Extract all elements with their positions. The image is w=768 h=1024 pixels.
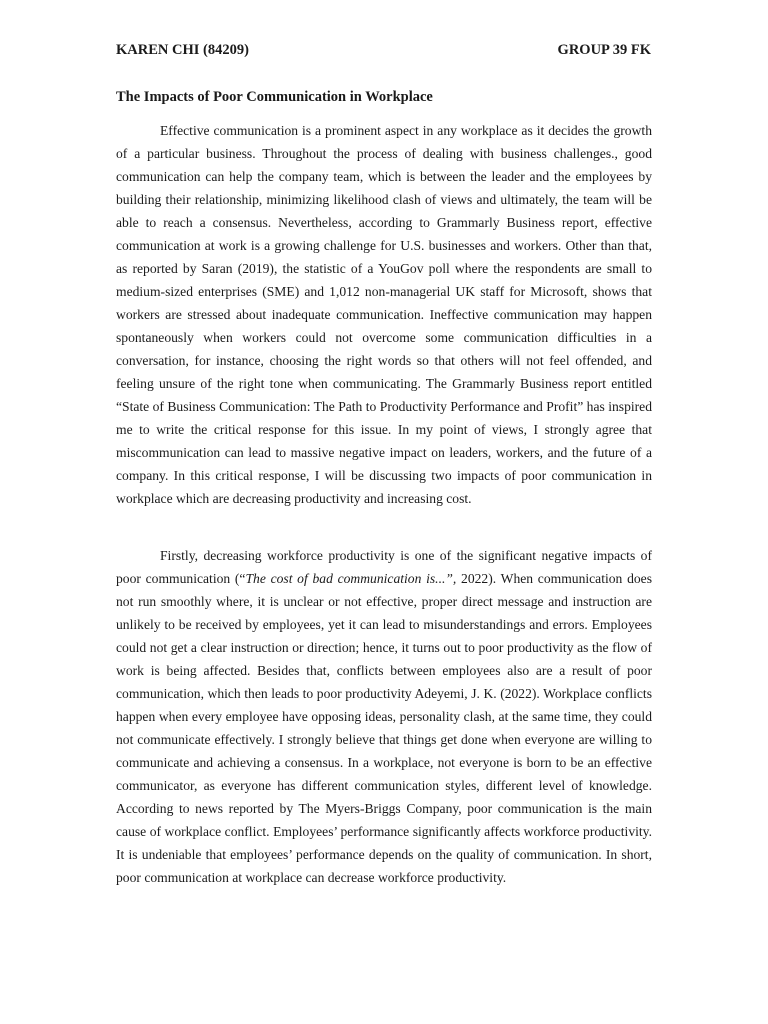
citation-italic: The cost of bad communication is...”,: [245, 571, 457, 586]
group-header: GROUP 39 FK: [557, 42, 651, 58]
paragraph-2: [116, 544, 652, 889]
paragraph-2-text-start: Firstly, decreasing workforce productivity is one of the significant negative impacts of poor communication (“: [116, 548, 652, 586]
author-header: KAREN CHI (84209): [116, 42, 249, 58]
paragraph-2-text-end: 2022). When communication does not run smoothly where, it is unclear or not effective, proper direct message and instruction are unlikely to be received by employees, yet it can lead to misunderstandings and errors. Employees could not get a clear instruction or direction; hence, it turns out to poor productivity as the flow of work is being affected. Besides that, conflicts between employees also are a result of poor communication, which then leads to poor productivity Adeyemi, J. K. (2022). Workplace conflicts happen when every employee have opposing ideas, personality clash, at the same time, they could not communicate effectively. I strongly believe that things get done when everyone are willing to communicate and achieving a consensus. In a workplace, not everyone is born to be an effective communicator, as everyone has different communication styles, different level of knowledge. According to news reported by The Myers-Briggs Company, poor communication is the main cause of workplace conflict. Employees’ performance significantly affects workforce productivity. It is undeniable that employees’ performance depends on the quality of communication. In short, poor communication at workplace can decrease workforce productivity.: [116, 571, 652, 885]
document-title: The Impacts of Poor Communication in Workplace: [116, 89, 433, 105]
paragraph-1-text: Effective communication is a prominent aspect in any workplace as it decides the growth of a particular business. Throughout the process of dealing with business challenges., good communication can help the company team, which is between the leader and the employees by building their relationship, minimizing likelihood clash of views and ultimately, the team will be able to reach a consensus. Nevertheless, according to Grammarly Business report, effective communication at work is a growing challenge for U.S. businesses and workers. Other than that, as reported by Saran (2019), the statistic of a YouGov poll where the respondents are small to medium-sized enterprises (SME) and 1,012 non-managerial UK staff for Microsoft, shows that workers are stressed about inadequate communication. Ineffective communication may happen spontaneously when workers could not overcome some communication difficulties in a conversation, for instance, choosing the right words so that others will not feel offended, and feeling unsure of the right tone when communicating. The Grammarly Business report entitled “State of Business Communication: The Path to Productivity Performance and Profit” has inspired me to write the critical response for this issue. In my point of views, I strongly agree that miscommunication can lead to massive negative impact on leaders, workers, and the future of a company. In this critical response, I will be discussing two impacts of poor communication in workplace which are decreasing productivity and increasing cost.: [116, 123, 652, 506]
paragraph-1: [116, 119, 652, 510]
